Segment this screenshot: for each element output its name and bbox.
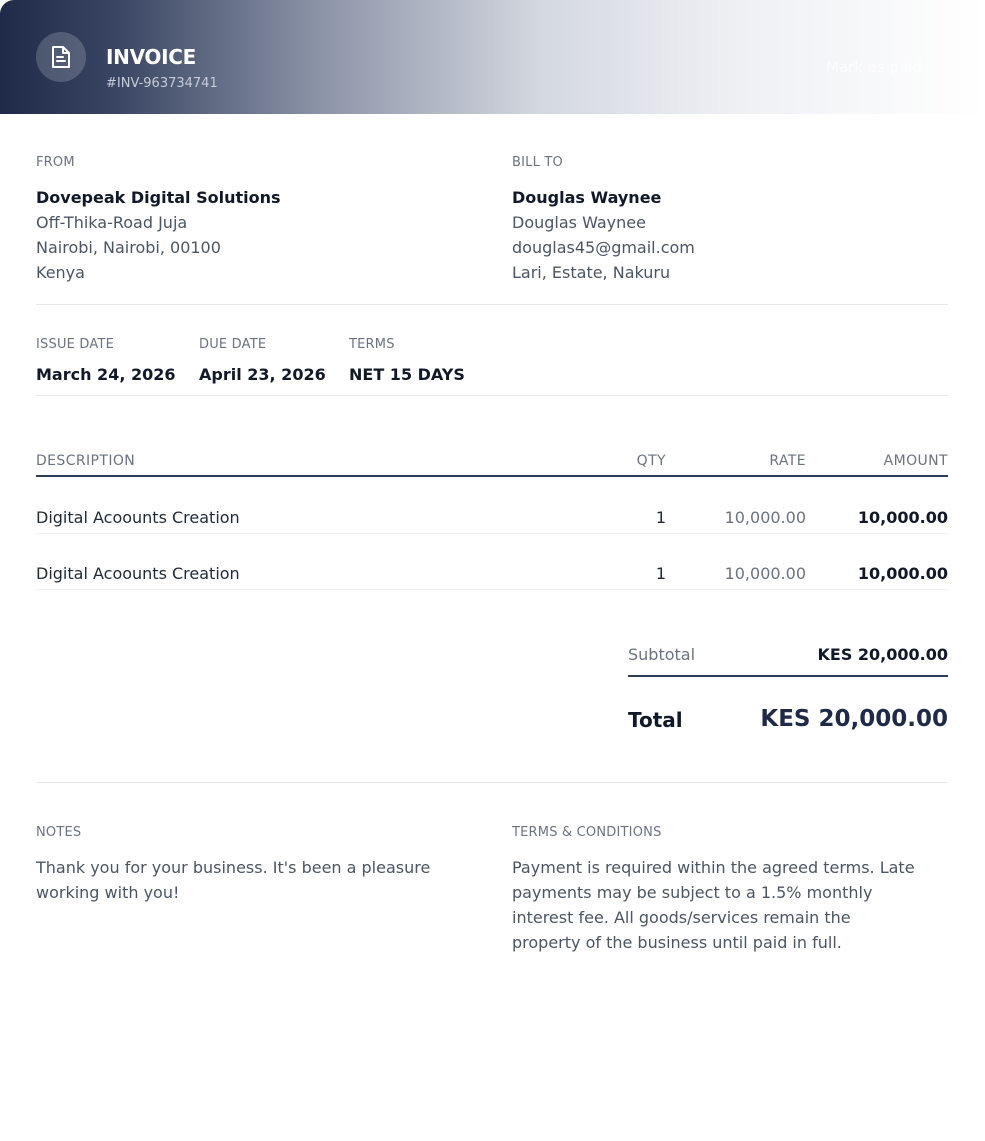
row-qty: 1 xyxy=(655,508,666,527)
column-header-rate: RATE xyxy=(769,453,806,469)
divider xyxy=(36,395,948,396)
document-icon-badge xyxy=(36,32,86,82)
terms-conditions-text: Payment is required within the agreed terms. Late payments may be subject to a 1.5% monthly interest fee. All goods/services remain the property of the business until paid in full. xyxy=(512,858,915,952)
terms-value: NET 15 DAYS xyxy=(349,365,465,384)
mark-paid-button[interactable]: Mark as paid xyxy=(826,58,922,76)
issue-date-label: ISSUE DATE xyxy=(36,337,115,352)
row-divider xyxy=(36,533,948,534)
bill-to-contact: Douglas Waynee xyxy=(512,213,646,232)
document-icon xyxy=(50,45,72,69)
row-description: Digital Acoounts Creation xyxy=(36,508,240,527)
terms-label: TERMS xyxy=(349,337,395,352)
invoice-number: #INV-963734741 xyxy=(106,76,218,91)
row-description: Digital Acoounts Creation xyxy=(36,564,240,583)
from-label: FROM xyxy=(36,155,75,170)
from-address-line2: Nairobi, Nairobi, 00100 xyxy=(36,238,221,257)
column-header-amount: AMOUNT xyxy=(883,453,948,469)
from-name: Dovepeak Digital Solutions xyxy=(36,188,281,207)
bill-to-label: BILL TO xyxy=(512,155,563,170)
bill-to-address: Lari, Estate, Nakuru xyxy=(512,263,671,282)
column-header-description: DESCRIPTION xyxy=(36,453,136,469)
row-amount: 10,000.00 xyxy=(857,564,948,583)
divider xyxy=(36,782,948,783)
from-address-line1: Off-Thika-Road Juja xyxy=(36,213,188,232)
row-rate: 10,000.00 xyxy=(724,508,806,527)
divider xyxy=(36,304,948,305)
row-divider xyxy=(36,589,948,590)
row-qty: 1 xyxy=(655,564,666,583)
total-value: KES 20,000.00 xyxy=(760,706,948,732)
due-date-value: April 23, 2026 xyxy=(199,365,326,384)
column-header-qty: QTY xyxy=(636,453,666,469)
bill-to-email: douglas45@gmail.com xyxy=(512,238,695,257)
row-amount: 10,000.00 xyxy=(857,508,948,527)
from-address-line3: Kenya xyxy=(36,263,85,282)
terms-conditions-label: TERMS & CONDITIONS xyxy=(512,825,662,840)
issue-date-value: March 24, 2026 xyxy=(36,365,176,384)
invoice-title: INVOICE xyxy=(106,45,196,69)
subtotal-rule xyxy=(628,675,948,677)
notes-label: NOTES xyxy=(36,825,82,840)
table-header-rule xyxy=(36,475,948,477)
total-label: Total xyxy=(628,708,683,732)
invoice-header xyxy=(0,0,985,114)
bill-to-name: Douglas Waynee xyxy=(512,188,662,207)
subtotal-label: Subtotal xyxy=(628,645,696,664)
row-rate: 10,000.00 xyxy=(724,564,806,583)
notes-text: Thank you for your business. It's been a pleasure working with you! xyxy=(36,858,431,902)
subtotal-value: KES 20,000.00 xyxy=(817,645,948,664)
due-date-label: DUE DATE xyxy=(199,337,267,352)
